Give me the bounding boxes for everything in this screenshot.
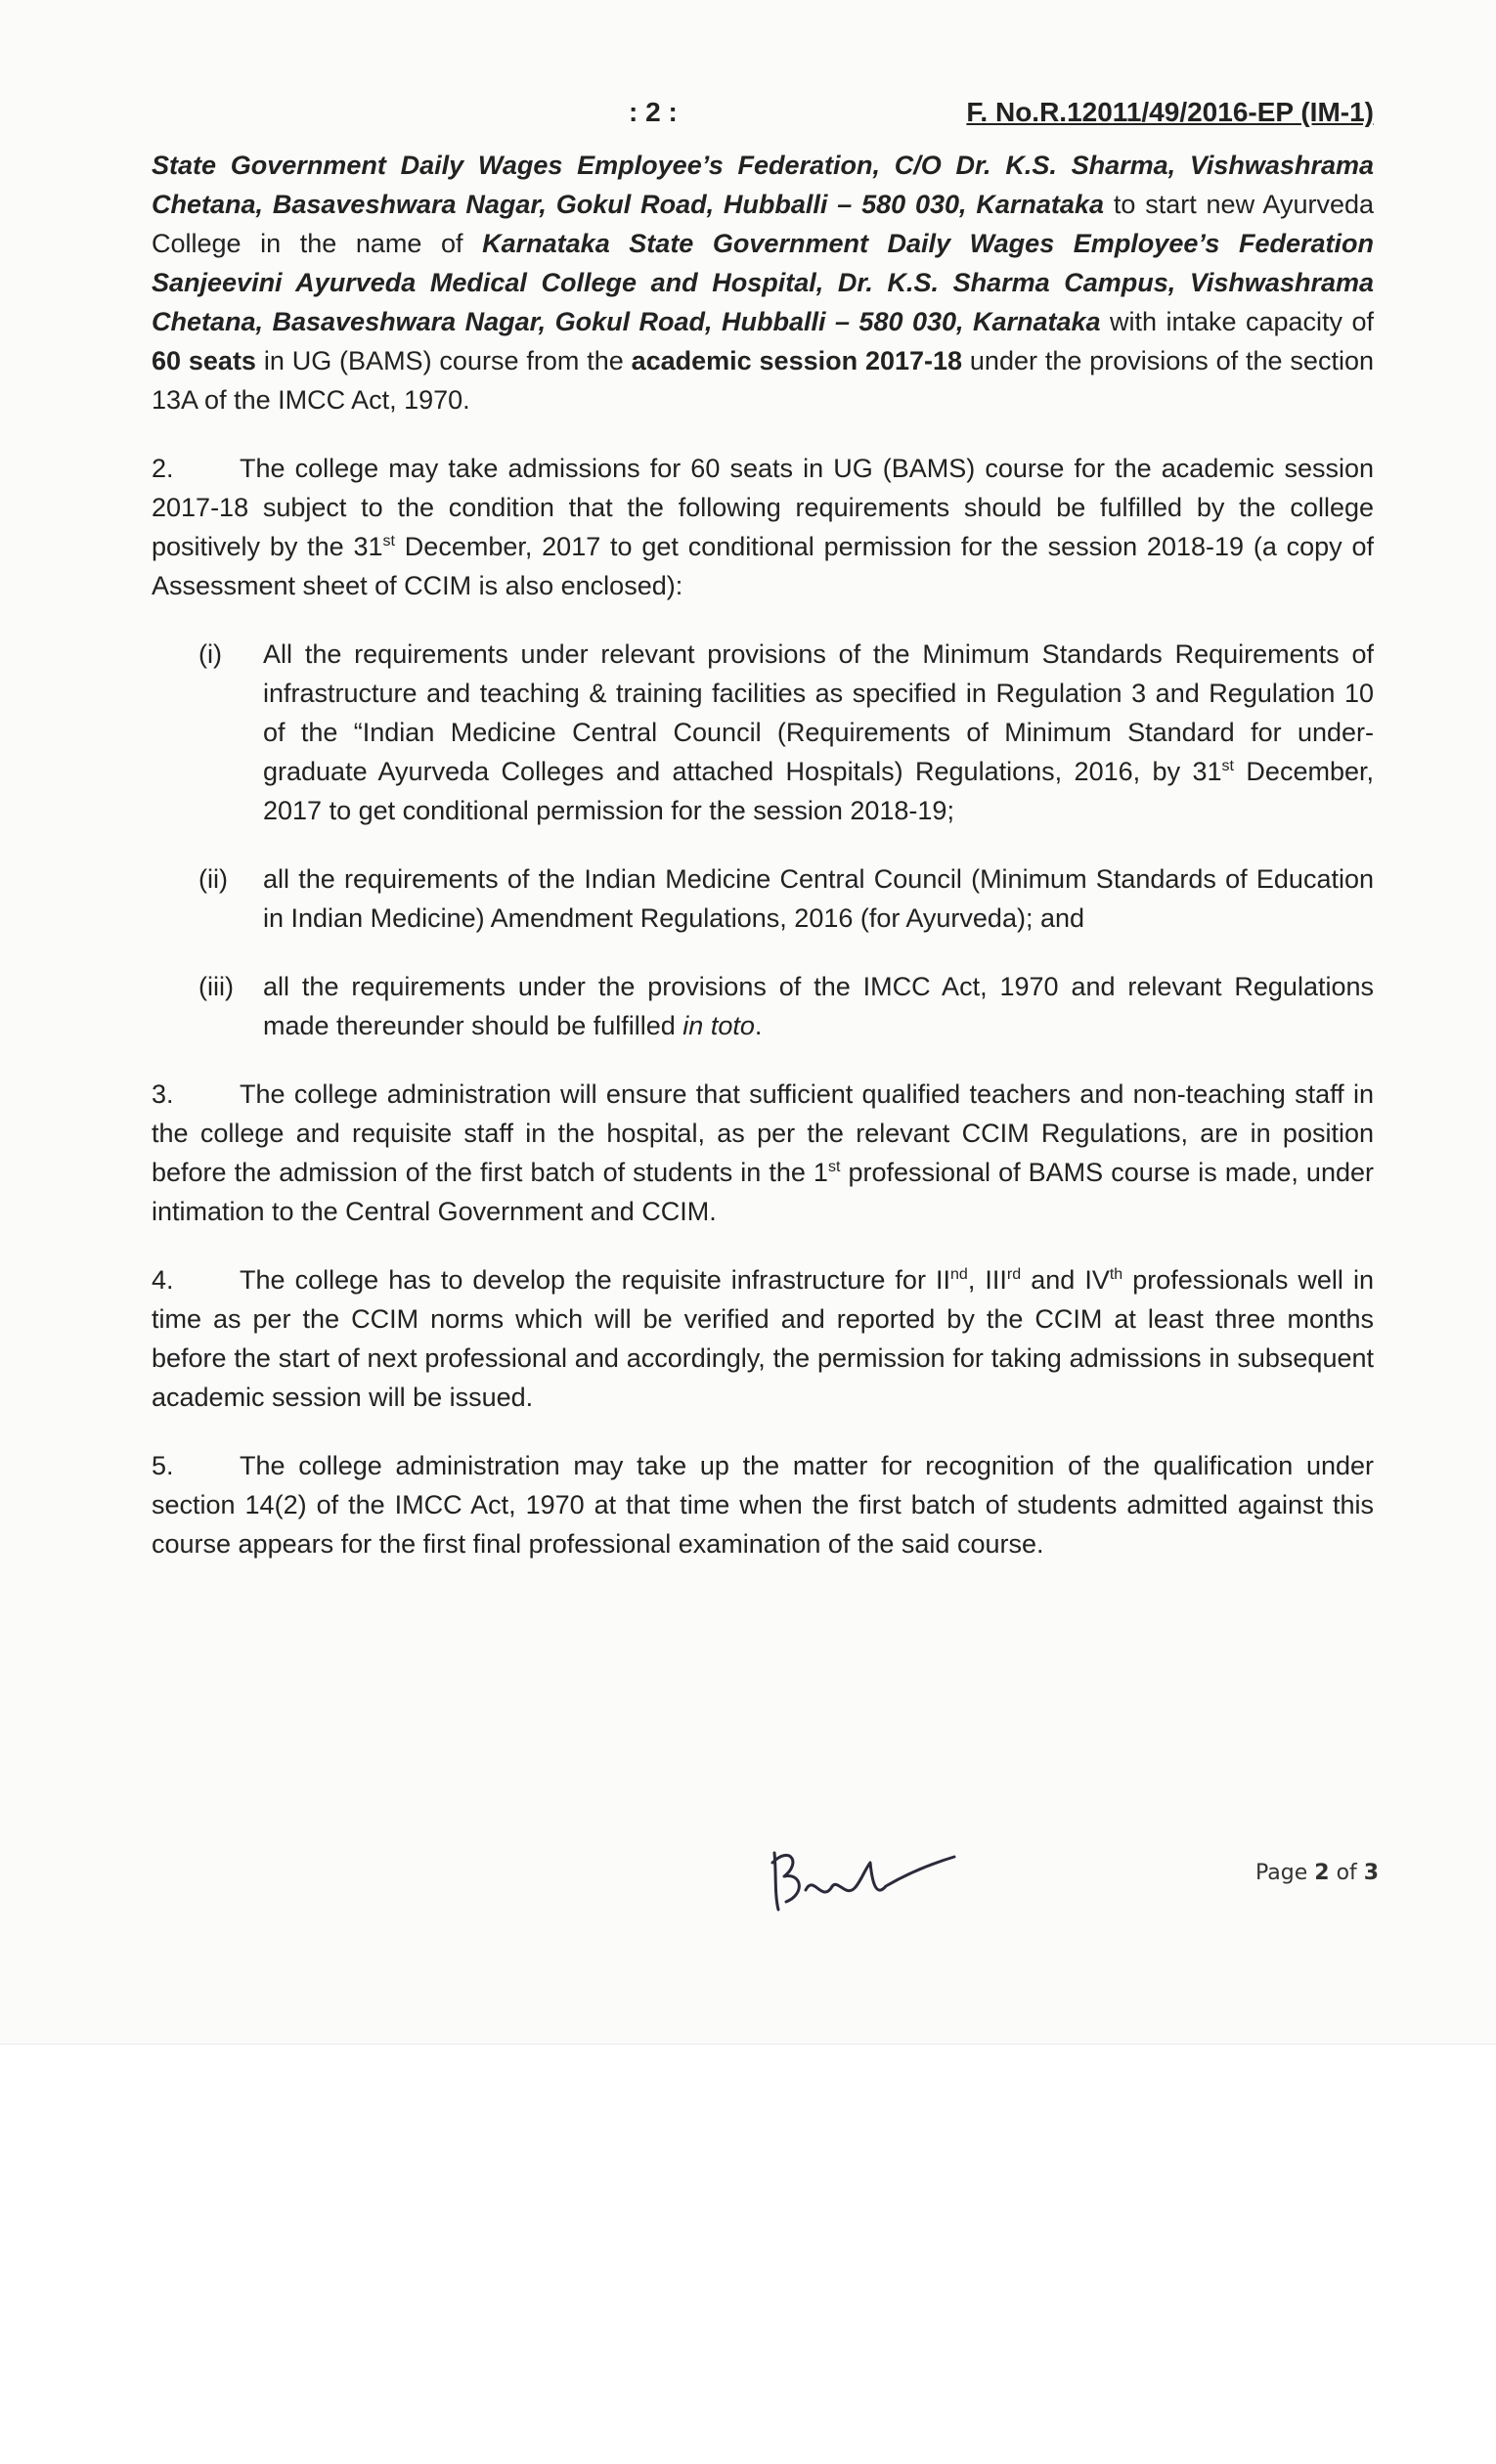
paragraph-5: 5. The college administration may take up the matter for recognition of the qualification under section 14(2) of the IMCC Act, 1970 at that time when the first batch of students admitted against this course appears for the first final professional examination of the said course. bbox=[152, 1446, 1374, 1563]
requirement-number: (iii) bbox=[198, 972, 234, 1001]
paragraph-number: 2. bbox=[152, 454, 174, 483]
academic-session: academic session 2017-18 bbox=[631, 346, 963, 375]
paragraph-3: 3. The college administration will ensure that sufficient qualified teachers and non-teaching staff in the college and requisite staff in the hospital, as per the relevant CCIM Regulations, are in position before the admission of the first batch of students in the 1st professional of BAMS course is made, under intimation to the Central Government and CCIM. bbox=[152, 1075, 1374, 1231]
document-body bbox=[152, 93, 1374, 1593]
paragraph-number: 5. bbox=[152, 1451, 174, 1480]
requirement-number: (i) bbox=[198, 639, 222, 669]
requirement-text: All the requirements under relevant provisions of the Minimum Standards Requirements of infrastructure and teaching & training facilities as specified in Regulation 3 and Regulation 10 of the “Indian Medicine Central Council (Requirements of Minimum Standard for under-graduate Ayurveda Colleges and attached Hospitals) Regulations, 2016, by 31st December, 2017 to get conditional permission for the session 2018-19; bbox=[263, 639, 1374, 825]
paragraph-number: 3. bbox=[152, 1079, 174, 1109]
page-header bbox=[152, 93, 1374, 146]
intro-paragraph: State Government Daily Wages Employee’s Federation, C/O Dr. K.S. Sharma, Vishwashrama Chetana, Basaveshwara Nagar, Gokul Road, Hubballi – 580 030, Karnataka to start new Ayurveda College in the name of Karnataka State Government Daily Wages Employee’s Federation Sanjeevini Ayurveda Medical College and Hospital, Dr. K.S. Sharma Campus, Vishwashrama Chetana, Basaveshwara Nagar, Gokul Road, Hubballi – 580 030, Karnataka with intake capacity of 60 seats in UG (BAMS) course from the academic session 2017-18 under the provisions of the section 13A of the IMCC Act, 1970. bbox=[152, 151, 1375, 415]
requirement-number: (ii) bbox=[198, 864, 228, 894]
page-footer: Page 2 of 3 bbox=[1255, 1861, 1380, 1885]
paragraph-2: 2. The college may take admissions for 60 seats in UG (BAMS) course for the academic session 2017-18 subject to the condition that the following requirements should be fulfilled by the college positively by the 31st December, 2017 to get conditional permission for the session 2018-19 (a copy of Assessment sheet of CCIM is also enclosed): bbox=[152, 449, 1374, 605]
page-number-header: : 2 : bbox=[629, 97, 678, 127]
requirement-text: all the requirements of the Indian Medicine Central Council (Minimum Standards of Education in Indian Medicine) Amendment Regulations, 2016 (for Ayurveda); and bbox=[263, 864, 1374, 933]
paragraph-4: 4. The college has to develop the requisite infrastructure for IInd, IIIrd and IVth professionals well in time as per the CCIM norms which will be verified and reported by the CCIM at least three months before the start of next professional and accordingly, the permission for taking admissions in subsequent academic session will be issued. bbox=[152, 1260, 1374, 1417]
intake-seats: 60 seats bbox=[152, 346, 256, 375]
requirement-item-2 bbox=[198, 859, 1374, 938]
file-number: F. No.R.12011/49/2016-EP (IM-1) bbox=[966, 97, 1374, 127]
college-name: Karnataka State Government Daily Wages Employee’s Federation Sanjeevini Ayurveda Medical College and Hospital, Dr. K.S. Sharma Campus, Vishwashrama Chetana, Basaveshwara Nagar, Gokul Road, Hubballi – 580 030, Karnataka bbox=[152, 229, 1374, 336]
federation-address: State Government Daily Wages Employee’s Federation, C/O Dr. K.S. Sharma, Vishwashrama Chetana, Basaveshwara Nagar, Gokul Road, Hubballi – 580 030, Karnataka bbox=[152, 151, 1374, 219]
requirement-text: all the requirements under the provisions of the IMCC Act, 1970 and relevant Regulations made thereunder should be fulfilled in toto. bbox=[263, 972, 1374, 1040]
signature-image bbox=[763, 1833, 958, 1921]
paragraph-number: 4. bbox=[152, 1265, 174, 1295]
requirement-item-3 bbox=[198, 967, 1374, 1045]
requirement-item-1 bbox=[198, 635, 1374, 830]
